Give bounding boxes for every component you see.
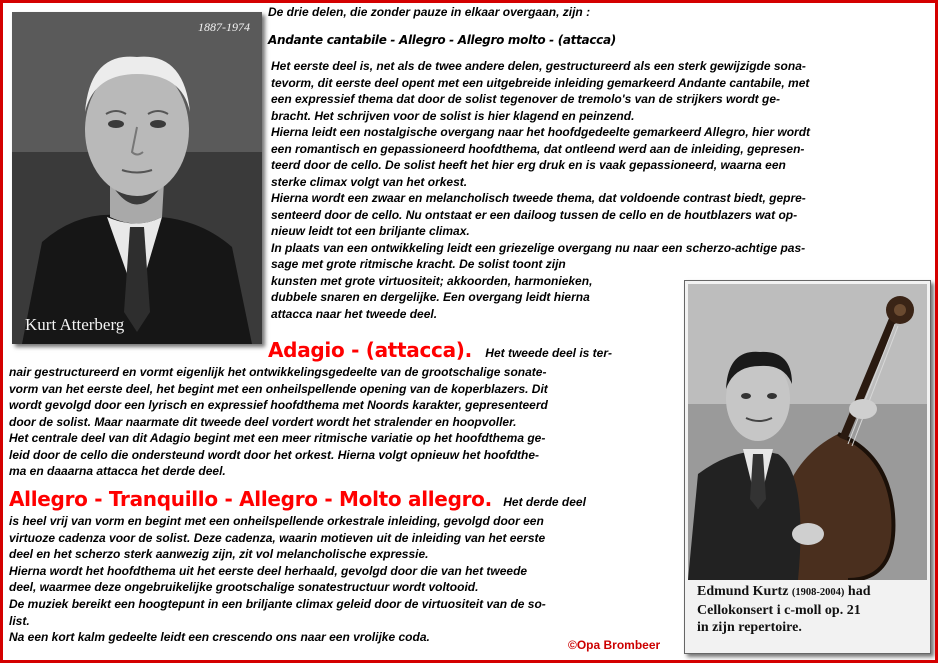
section3-heading-line	[9, 487, 586, 511]
body-line: door de solist. Maar naarmate dit tweede deel vordert wordt het stralender en hoopvoller.	[9, 414, 517, 429]
body-line: attacca naar het tweede deel.	[271, 306, 438, 321]
body-line: vorm van het eerste deel, het begint met een onheilspellende opening van de koperblazers. Dit	[9, 381, 548, 396]
body-line: De muziek bereikt een hoogtepunt in een briljante climax geleid door de virtuositeit van de so-	[9, 597, 546, 611]
section2-heading: Adagio - (attacca).	[268, 338, 472, 362]
body-line: sage met grote ritmische kracht. De solist toont zijn	[271, 257, 566, 271]
caption-years: (1908-2004)	[791, 587, 845, 598]
photo-kurtz	[684, 280, 931, 654]
body-line: ma en daaarna attacca het derde deel.	[9, 464, 226, 478]
body-line: Het centrale deel van dit Adagio begint met een meer ritmische variatie op het hoofdthema ge-	[9, 431, 546, 445]
section3-first: Het derde deel	[503, 495, 586, 509]
portrait-illustration	[12, 12, 262, 344]
body-line: Hierna wordt het hoofdthema uit het eerste deel herhaald, gevolgd door die van het tweede	[9, 563, 528, 578]
caption-line-2: Cellokonsert i c-moll op. 21	[697, 602, 861, 618]
intro-text: De drie delen, die zonder pauze in elkaar overgaan, zijn :	[268, 5, 591, 19]
section1-heading: Andante cantabile - Allegro - Allegro molto - (attacca)	[268, 33, 616, 47]
caption-rest: had	[847, 584, 871, 599]
body-line: nieuw leidt tot een briljante climax.	[271, 224, 470, 238]
body-line: sterke climax volgt van het orkest.	[271, 174, 468, 189]
cellist-illustration	[688, 284, 927, 580]
body-line: wordt gevolgd door een lyrisch en expressief hoofdthema met Noords karakter, gepresenteerd	[9, 398, 548, 412]
body-line: list.	[9, 613, 30, 628]
portrait-years: 1887-1974	[198, 20, 250, 34]
body-line: een expressief thema dat door de solist tegenover de tremolo's van de strijkers wordt ge-	[271, 92, 781, 106]
body-line: Hierna leidt een nostalgische overgang naar het hoofdgedeelte gemarkeerd Allegro, hier wordt	[271, 125, 811, 139]
photo-caption	[697, 583, 925, 637]
body-line: kunsten met grote virtuositeit; akkoorden, harmonieken,	[271, 273, 593, 288]
caption-line-3: in zijn repertoire.	[697, 620, 802, 635]
body-line: is heel vrij van vorm en begint met een onheilspellende orkestrale inleiding, gevolgd door een	[9, 514, 544, 528]
caption-line-1	[697, 583, 925, 602]
body-line: nair gestructureerd en vormt eigenlijk het ontwikkelingsgedeelte van de grootschalige sonate-	[9, 365, 547, 379]
portrait-photo-atterberg	[12, 12, 262, 344]
section3-heading: Allegro - Tranquillo - Allegro - Molto allegro.	[9, 487, 492, 511]
body-line: leid door de cello die ondersteund wordt door het orkest. Hierna volgt opnieuw het hoofdthe-	[9, 447, 540, 462]
body-line: teerd door de cello. De solist heeft het hier erg druk en is vaak gepassioneerd, waarna een	[271, 158, 786, 172]
body-line: Hierna wordt een zwaar en melancholisch tweede thema, dat voldoende contrast biedt, gepre-	[271, 191, 806, 205]
body-line: Het eerste deel is, net als de twee andere delen, gestructureerd als een sterk gewijzigde sona-	[271, 59, 806, 73]
body-line: Na een kort kalm gedeelte leidt een crescendo ons naar een vrolijke coda.	[9, 630, 430, 645]
body-line: senteerd door de cello. Nu ontstaat er een dailoog tussen de cello en de houtblazers wat op-	[271, 207, 798, 222]
body-line: virtuoze cadenza voor de solist. Deze cadenza, waarin motieven uit de inleiding van het eerste	[9, 530, 546, 545]
cellist-photo	[688, 284, 927, 580]
body-line: dubbele snaren en dergelijke. Een overgang leidt hierna	[271, 290, 590, 304]
body-line: een romantisch en gepassioneerd hoofdthema, dat ontleend werd aan de inleiding, gepresen-	[271, 141, 805, 156]
body-line: tevorm, dit eerste deel opent met een uitgebreide inleiding gemarkeerd Andante cantabile, met	[271, 75, 810, 90]
credit: ©Opa Brombeer	[568, 638, 661, 652]
body-line: deel, waarmee deze ongebruikelijke grootschalige sonatestructuur wordt voltooid.	[9, 580, 479, 595]
body-line: In plaats van een ontwikkeling leidt een griezelige overgang nu naar een scherzo-achtige pas-	[271, 240, 806, 255]
portrait-name: Kurt Atterberg	[25, 315, 125, 334]
body-line: deel en het scherzo sterk aanwezig zijn, zit vol melancholische expressie.	[9, 547, 429, 562]
caption-person: Edmund Kurtz	[697, 584, 789, 599]
body-line: bracht. Het schrijven voor de solist is hier klagend en peinzend.	[271, 108, 635, 123]
section2-heading-line	[268, 338, 612, 362]
section2-first: Het tweede deel is ter-	[485, 346, 612, 360]
